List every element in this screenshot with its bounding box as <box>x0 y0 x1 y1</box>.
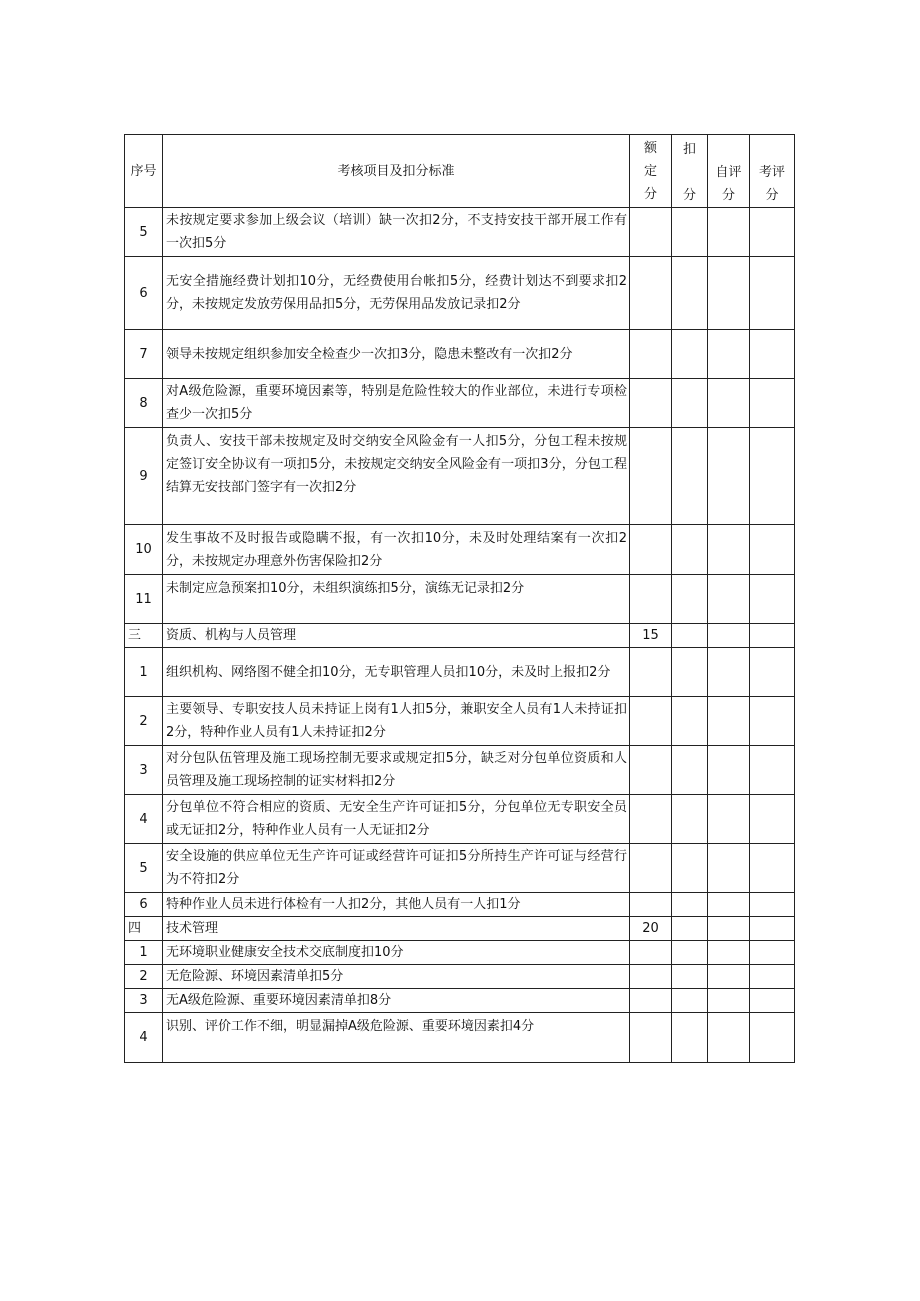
exam-score-cell[interactable] <box>750 648 795 697</box>
row-text <box>163 330 630 379</box>
exam-score-cell[interactable] <box>750 428 795 525</box>
row-text <box>163 989 630 1013</box>
row-no: 5 <box>125 844 163 893</box>
section-no: 四 <box>125 917 163 941</box>
deduct-cell[interactable] <box>672 208 708 257</box>
row-text-content: 无安全措施经费计划扣10分，无经费使用台帐扣5分，经费计划达不到要求扣2分，未按规定发放劳保用品扣5分，无劳保用品发放记录扣2分 <box>166 274 627 312</box>
row-text-content: 发生事故不及时报告或隐瞒不报，有一次扣10分，未及时处理结案有一次扣2分，未按规定办理意外伤害保险扣2分 <box>166 530 627 569</box>
exam-score-cell[interactable] <box>750 893 795 917</box>
table-row <box>125 330 795 379</box>
row-no: 1 <box>125 941 163 965</box>
deduct-cell[interactable] <box>672 746 708 795</box>
row-no: 6 <box>125 257 163 330</box>
self-score-cell[interactable] <box>708 917 750 941</box>
header-exam <box>750 135 795 208</box>
row-text-content: 无危险源、环境因素清单扣5分 <box>166 969 344 984</box>
self-score-cell[interactable] <box>708 624 750 648</box>
table-row <box>125 428 795 525</box>
row-text <box>163 697 630 746</box>
self-score-cell[interactable] <box>708 697 750 746</box>
row-text <box>163 893 630 917</box>
row-text-content: 无A级危险源、重要环境因素清单扣8分 <box>166 993 392 1008</box>
deduct-cell[interactable] <box>672 624 708 648</box>
row-no: 9 <box>125 428 163 525</box>
header-deduct <box>672 135 708 208</box>
row-no: 11 <box>125 575 163 624</box>
table-row <box>125 1013 795 1063</box>
table-row <box>125 989 795 1013</box>
self-score-cell[interactable] <box>708 989 750 1013</box>
exam-score-cell[interactable] <box>750 989 795 1013</box>
rated-cell[interactable] <box>630 965 672 989</box>
exam-score-cell[interactable] <box>750 525 795 575</box>
row-no: 2 <box>125 965 163 989</box>
deduct-cell[interactable] <box>672 844 708 893</box>
row-no: 3 <box>125 989 163 1013</box>
rated-cell[interactable] <box>630 257 672 330</box>
deduct-cell[interactable] <box>672 989 708 1013</box>
header-self <box>708 135 750 208</box>
self-score-cell[interactable] <box>708 208 750 257</box>
deduct-cell[interactable] <box>672 965 708 989</box>
rated-cell[interactable] <box>630 844 672 893</box>
row-no: 3 <box>125 746 163 795</box>
self-score-cell[interactable] <box>708 965 750 989</box>
row-no: 2 <box>125 697 163 746</box>
row-text <box>163 965 630 989</box>
header-deduct-1: 扣 <box>682 141 696 157</box>
row-no: 10 <box>125 525 163 575</box>
section-title: 技术管理 <box>163 917 630 941</box>
row-text-content: 组织机构、网络图不健全扣10分，无专职管理人员扣10分，未及时上报扣2分 <box>166 664 611 680</box>
exam-score-cell[interactable] <box>750 697 795 746</box>
row-no: 5 <box>125 208 163 257</box>
self-score-cell[interactable] <box>708 893 750 917</box>
header-exam-1: 考评 <box>758 165 785 180</box>
rated-cell[interactable] <box>630 525 672 575</box>
section-score: 15 <box>630 624 672 648</box>
exam-score-cell[interactable] <box>750 1013 795 1063</box>
row-no: 4 <box>125 795 163 844</box>
row-text <box>163 648 630 697</box>
deduct-cell[interactable] <box>672 257 708 330</box>
deduct-cell[interactable] <box>672 697 708 746</box>
table-row <box>125 379 795 428</box>
rated-cell[interactable] <box>630 648 672 697</box>
deduct-cell[interactable] <box>672 893 708 917</box>
row-no: 7 <box>125 330 163 379</box>
rated-cell[interactable] <box>630 575 672 624</box>
row-text <box>163 257 630 330</box>
table-row <box>125 893 795 917</box>
rated-cell[interactable] <box>630 330 672 379</box>
exam-score-cell[interactable] <box>750 624 795 648</box>
row-text <box>163 795 630 844</box>
section-score: 20 <box>630 917 672 941</box>
section-no: 三 <box>125 624 163 648</box>
deduct-cell[interactable] <box>672 379 708 428</box>
table-row <box>125 746 795 795</box>
exam-score-cell[interactable] <box>750 746 795 795</box>
row-text-content: 无环境职业健康安全技术交底制度扣10分 <box>166 945 404 960</box>
header-rated-2: 定 <box>643 163 657 179</box>
rated-cell[interactable] <box>630 208 672 257</box>
deduct-cell[interactable] <box>672 330 708 379</box>
row-text <box>163 428 630 525</box>
rated-cell[interactable] <box>630 893 672 917</box>
row-text <box>163 208 630 257</box>
row-text <box>163 575 630 624</box>
deduct-cell[interactable] <box>672 1013 708 1063</box>
deduct-cell[interactable] <box>672 917 708 941</box>
section-title: 资质、机构与人员管理 <box>163 624 630 648</box>
header-rated-3: 分 <box>643 186 657 202</box>
header-rated <box>630 135 672 208</box>
row-no: 1 <box>125 648 163 697</box>
row-text-content: 分包单位不符合相应的资质、无安全生产许可证扣5分，分包单位无专职安全员或无证扣2分，特种作业人员有一人无证扣2分 <box>166 800 627 838</box>
row-text-content: 未按规定要求参加上级会议（培训）缺一次扣2分，不支持安技干部开展工作有一次扣5分 <box>166 213 627 251</box>
header-rated-1: 额 <box>643 140 657 156</box>
header-exam-2: 分 <box>765 188 779 203</box>
row-no: 4 <box>125 1013 163 1063</box>
deduct-cell[interactable] <box>672 648 708 697</box>
self-score-cell[interactable] <box>708 1013 750 1063</box>
row-no: 6 <box>125 893 163 917</box>
rated-cell[interactable] <box>630 941 672 965</box>
self-score-cell[interactable] <box>708 330 750 379</box>
row-text-content: 主要领导、专职安技人员未持证上岗有1人扣5分，兼职安全人员有1人未持证扣2分，特种作业人员有1人未持证扣2分 <box>166 702 627 740</box>
assessment-table <box>124 134 795 1063</box>
exam-score-cell[interactable] <box>750 257 795 330</box>
deduct-cell[interactable] <box>672 941 708 965</box>
row-text-content: 特种作业人员未进行体检有一人扣2分，其他人员有一人扣1分 <box>166 897 521 912</box>
deduct-cell[interactable] <box>672 525 708 575</box>
row-text <box>163 941 630 965</box>
deduct-cell[interactable] <box>672 795 708 844</box>
exam-score-cell[interactable] <box>750 575 795 624</box>
table-row <box>125 575 795 624</box>
rated-cell[interactable] <box>630 989 672 1013</box>
table-row <box>125 795 795 844</box>
row-text <box>163 525 630 575</box>
rated-cell[interactable] <box>630 746 672 795</box>
table-row <box>125 648 795 697</box>
row-text-content: 未制定应急预案扣10分，未组织演练扣5分，演练无记录扣2分 <box>166 581 525 596</box>
exam-score-cell[interactable] <box>750 379 795 428</box>
deduct-cell[interactable] <box>672 428 708 525</box>
table-row <box>125 257 795 330</box>
self-score-cell[interactable] <box>708 746 750 795</box>
self-score-cell[interactable] <box>708 575 750 624</box>
row-text <box>163 1013 630 1063</box>
self-score-cell[interactable] <box>708 648 750 697</box>
rated-cell[interactable] <box>630 795 672 844</box>
row-text-content: 负责人、安技干部未按规定及时交纳安全风险金有一人扣5分，分包工程未按规定签订安全协议有一项扣5分，未按规定交纳安全风险金有一项扣3分，分包工程结算无安技部门签字有一次扣2分 <box>166 434 627 495</box>
header-item: 考核项目及扣分标准 <box>163 135 630 208</box>
header-self-2: 分 <box>721 188 735 203</box>
rated-cell[interactable] <box>630 379 672 428</box>
row-text-content: 识别、评价工作不细，明显漏掉A级危险源、重要环境因素扣4分 <box>166 1019 535 1034</box>
table-row <box>125 941 795 965</box>
row-text <box>163 844 630 893</box>
table-row <box>125 844 795 893</box>
exam-score-cell[interactable] <box>750 965 795 989</box>
self-score-cell[interactable] <box>708 379 750 428</box>
header-row <box>125 135 795 208</box>
header-deduct-2: 分 <box>682 187 696 203</box>
rated-cell[interactable] <box>630 1013 672 1063</box>
self-score-cell[interactable] <box>708 941 750 965</box>
table-row <box>125 208 795 257</box>
self-score-cell[interactable] <box>708 795 750 844</box>
row-no: 8 <box>125 379 163 428</box>
deduct-cell[interactable] <box>672 575 708 624</box>
table-row <box>125 525 795 575</box>
exam-score-cell[interactable] <box>750 917 795 941</box>
exam-score-cell[interactable] <box>750 795 795 844</box>
exam-score-cell[interactable] <box>750 941 795 965</box>
table-row <box>125 697 795 746</box>
row-text-content: 对A级危险源，重要环境因素等，特别是危险性较大的作业部位，未进行专项检查少一次扣5分 <box>166 384 627 422</box>
section-row <box>125 624 795 648</box>
section-row <box>125 917 795 941</box>
exam-score-cell[interactable] <box>750 330 795 379</box>
self-score-cell[interactable] <box>708 844 750 893</box>
self-score-cell[interactable] <box>708 257 750 330</box>
rated-cell[interactable] <box>630 697 672 746</box>
row-text <box>163 379 630 428</box>
self-score-cell[interactable] <box>708 428 750 525</box>
row-text-content: 安全设施的供应单位无生产许可证或经营许可证扣5分所持生产许可证与经营行为不符扣2分 <box>166 849 627 887</box>
rated-cell[interactable] <box>630 428 672 525</box>
self-score-cell[interactable] <box>708 525 750 575</box>
table-row <box>125 965 795 989</box>
row-text-content: 对分包队伍管理及施工现场控制无要求或规定扣5分，缺乏对分包单位资质和人员管理及施工现场控制的证实材料扣2分 <box>166 751 627 789</box>
exam-score-cell[interactable] <box>750 208 795 257</box>
row-text <box>163 746 630 795</box>
row-text-content: 领导未按规定组织参加安全检查少一次扣3分，隐患未整改有一次扣2分 <box>166 346 573 362</box>
exam-score-cell[interactable] <box>750 844 795 893</box>
header-self-1: 自评 <box>715 165 742 180</box>
header-seq: 序号 <box>125 135 163 208</box>
